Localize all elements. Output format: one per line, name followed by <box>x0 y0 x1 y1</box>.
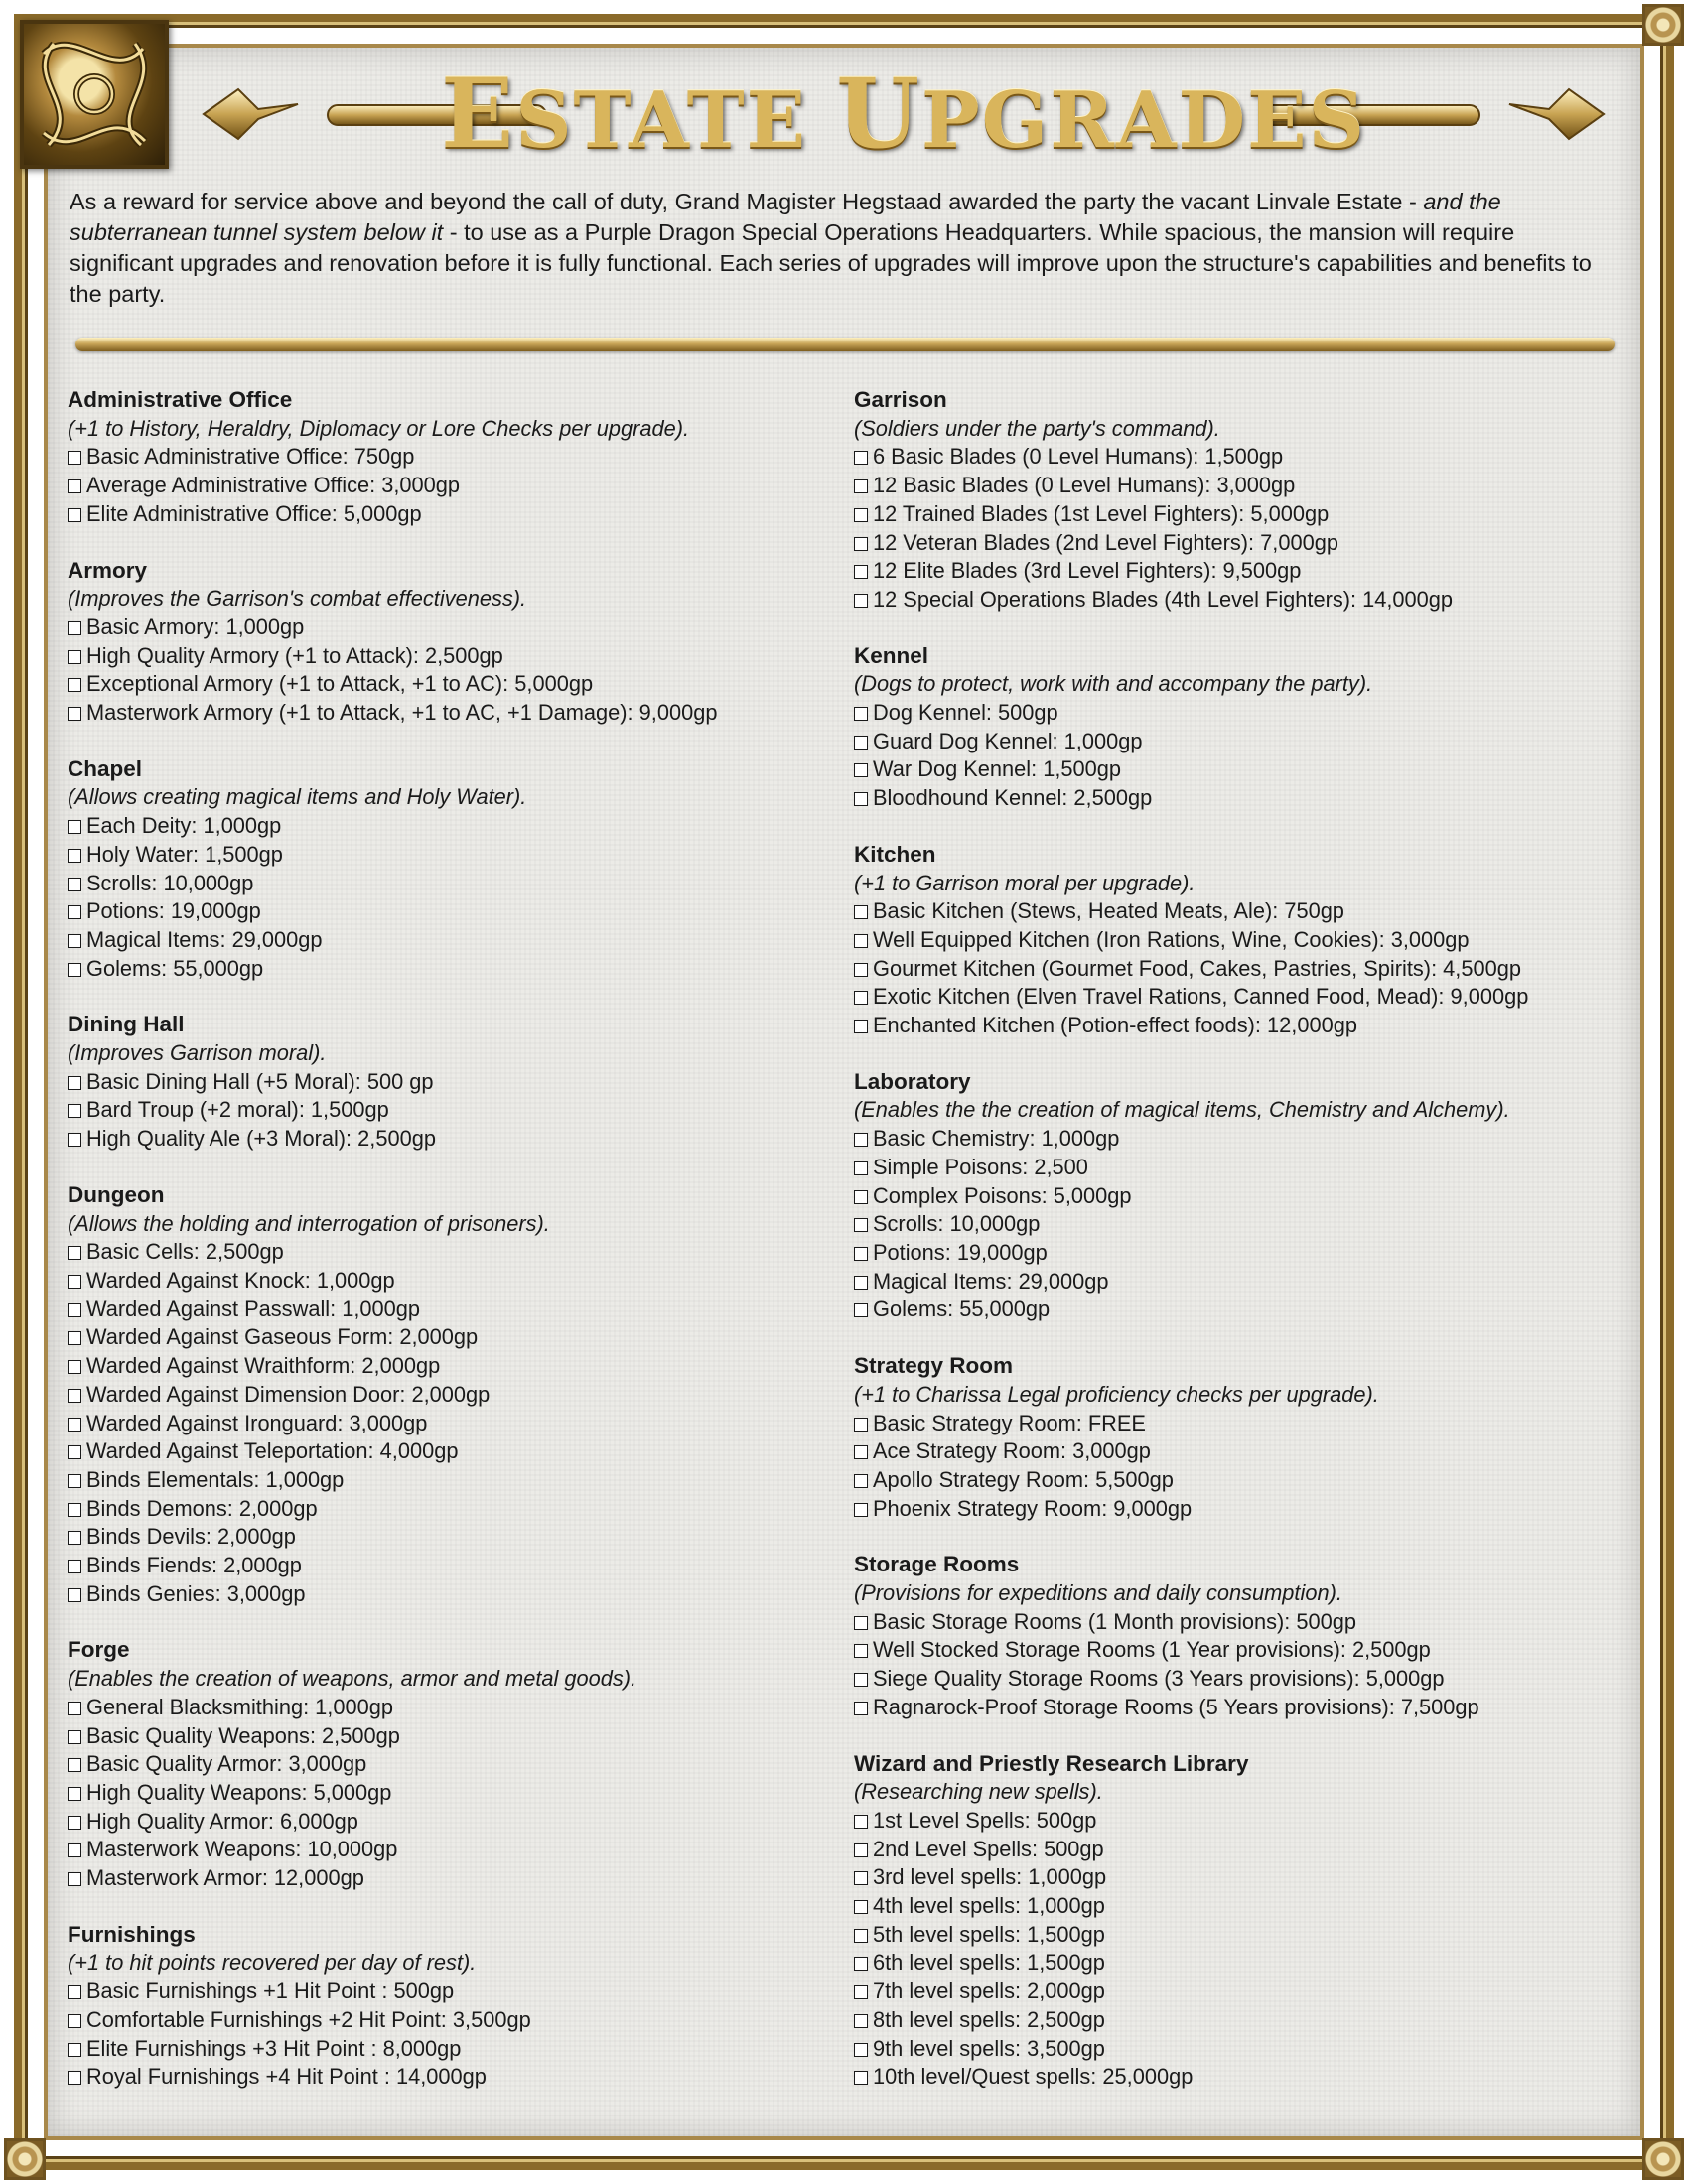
checkbox-icon[interactable] <box>854 508 868 522</box>
upgrade-item <box>68 1267 842 1296</box>
upgrade-label: Warded Against Passwall: 1,000gp <box>86 1296 421 1321</box>
upgrade-label: Holy Water: 1,500gp <box>86 841 283 867</box>
upgrade-label: 12 Trained Blades (1st Level Fighters): 5,000gp <box>873 500 1330 526</box>
upgrade-item <box>854 472 1628 500</box>
checkbox-icon[interactable] <box>854 1303 868 1317</box>
upgrade-label: Basic Furnishings +1 Hit Point : 500gp <box>86 1979 455 2004</box>
section-description: (Improves the Garrison's combat effectiveness). <box>68 586 527 612</box>
upgrade-label: Masterwork Weapons: 10,000gp <box>86 1837 398 1862</box>
checkbox-icon[interactable] <box>68 707 81 721</box>
checkbox-icon[interactable] <box>854 2043 868 2057</box>
checkbox-icon[interactable] <box>854 1644 868 1658</box>
checkbox-icon[interactable] <box>854 1445 868 1459</box>
upgrade-item <box>854 1182 1628 1211</box>
upgrade-label: Siege Quality Storage Rooms (3 Years provisions): 5,000gp <box>873 1666 1445 1692</box>
section-description: (Improves Garrison moral). <box>68 1040 327 1066</box>
upgrade-item <box>68 1722 842 1751</box>
upgrade-item <box>68 699 842 728</box>
upgrade-item <box>854 1012 1628 1040</box>
section-kennel <box>854 642 1628 813</box>
upgrade-item <box>854 1636 1628 1665</box>
checkbox-icon[interactable] <box>854 905 868 919</box>
upgrade-label: 1st Level Spells: 500gp <box>873 1807 1097 1833</box>
upgrade-item <box>854 500 1628 529</box>
section-description: (+1 to hit points recovered per day of rest). <box>68 1950 477 1976</box>
upgrade-item <box>854 1210 1628 1239</box>
page-title: ESTATE UPGRADES <box>441 58 1366 170</box>
section-title: Kitchen <box>854 841 936 867</box>
upgrade-label: Ragnarock-Proof Storage Rooms (5 Years provisions): 7,500gp <box>873 1694 1479 1719</box>
upgrade-label: Exotic Kitchen (Elven Travel Rations, Canned Food, Mead): 9,000gp <box>873 984 1529 1010</box>
section-laboratory <box>854 1068 1628 1324</box>
checkbox-icon[interactable] <box>68 1275 81 1289</box>
upgrade-label: 12 Basic Blades (0 Level Humans): 3,000gp <box>873 473 1296 498</box>
upgrade-label: Simple Poisons: 2,500 <box>873 1154 1088 1179</box>
upgrade-label: 10th level/Quest spells: 25,000gp <box>873 2064 1194 2090</box>
upgrade-item <box>68 1096 842 1125</box>
upgrade-label: Basic Strategy Room: FREE <box>873 1410 1146 1435</box>
checkbox-icon[interactable] <box>854 1985 868 1999</box>
intro-paragraph <box>70 187 1618 310</box>
section-description: (Provisions for expeditions and daily consumption). <box>854 1580 1342 1606</box>
section-title: Forge <box>68 1637 130 1663</box>
upgrade-label: Well Stocked Storage Rooms (1 Year provisions): 2,500gp <box>873 1637 1431 1663</box>
upgrade-item <box>854 1863 1628 1892</box>
checkbox-icon[interactable] <box>854 1247 868 1261</box>
section-title: Chapel <box>68 755 143 781</box>
upgrade-item <box>854 1694 1628 1722</box>
left-column <box>68 386 842 2119</box>
upgrade-item <box>68 812 842 841</box>
upgrade-item <box>854 1268 1628 1297</box>
section-forge <box>68 1636 842 1892</box>
section-title: Storage Rooms <box>854 1552 1020 1577</box>
checkbox-icon[interactable] <box>68 1872 81 1886</box>
upgrade-label: Basic Armory: 1,000gp <box>86 614 305 639</box>
upgrade-item <box>68 1296 842 1324</box>
upgrade-label: Basic Quality Weapons: 2,500gp <box>86 1722 400 1748</box>
checkbox-icon[interactable] <box>854 1815 868 1829</box>
checkbox-icon[interactable] <box>854 1843 868 1857</box>
upgrade-item <box>68 1410 842 1438</box>
upgrade-label: 2nd Level Spells: 500gp <box>873 1836 1104 1861</box>
upgrade-label: 4th level spells: 1,000gp <box>873 1893 1105 1919</box>
upgrade-item <box>854 1410 1628 1438</box>
upgrade-item <box>854 1495 1628 1524</box>
checkbox-icon[interactable] <box>854 479 868 493</box>
upgrade-label: 12 Special Operations Blades (4th Level Fighters): 14,000gp <box>873 586 1454 612</box>
upgrade-label: Basic Chemistry: 1,000gp <box>873 1126 1120 1152</box>
upgrade-label: Magical Items: 29,000gp <box>86 926 323 952</box>
upgrade-item <box>854 1437 1628 1466</box>
upgrade-item <box>68 841 842 870</box>
section-description: (+1 to History, Heraldry, Diplomacy or Lore Checks per upgrade). <box>68 415 690 441</box>
checkbox-icon[interactable] <box>68 1133 81 1147</box>
upgrade-item <box>854 1466 1628 1495</box>
checkbox-icon[interactable] <box>854 1957 868 1971</box>
upgrade-item <box>854 755 1628 784</box>
checkbox-icon[interactable] <box>68 1816 81 1830</box>
checkbox-icon[interactable] <box>854 565 868 579</box>
checkbox-icon[interactable] <box>68 451 81 465</box>
upgrade-label: Basic Cells: 2,500gp <box>86 1239 284 1265</box>
checkbox-icon[interactable] <box>854 1218 868 1232</box>
upgrade-item <box>854 1125 1628 1154</box>
checkbox-icon[interactable] <box>68 1389 81 1403</box>
checkbox-icon[interactable] <box>68 934 81 948</box>
checkbox-icon[interactable] <box>68 1503 81 1517</box>
intro-text: As a reward for service above and beyond the call of duty, Grand Magister Hegstaad awarded the party the vacant Linvale Estate - <box>70 189 1424 214</box>
upgrade-item <box>854 728 1628 756</box>
checkbox-icon[interactable] <box>68 1076 81 1090</box>
upgrade-label: Warded Against Knock: 1,000gp <box>86 1267 395 1293</box>
checkbox-icon[interactable] <box>68 678 81 692</box>
upgrade-label: High Quality Armory (+1 to Attack): 2,500gp <box>86 642 503 668</box>
upgrade-label: Elite Administrative Office: 5,000gp <box>86 500 422 526</box>
checkbox-icon[interactable] <box>68 1531 81 1545</box>
upgrade-label: Basic Storage Rooms (1 Month provisions): 500gp <box>873 1608 1357 1634</box>
checkbox-icon[interactable] <box>854 1702 868 1715</box>
checkbox-icon[interactable] <box>854 1190 868 1204</box>
checkbox-icon[interactable] <box>854 763 868 777</box>
upgrade-item <box>68 897 842 926</box>
upgrade-item <box>68 1750 842 1779</box>
upgrade-item <box>854 2035 1628 2064</box>
section-divider <box>75 338 1615 351</box>
upgrade-label: High Quality Armor: 6,000gp <box>86 1808 358 1834</box>
upgrade-item <box>68 1694 842 1722</box>
checkbox-icon[interactable] <box>854 736 868 750</box>
upgrade-label: Warded Against Dimension Door: 2,000gp <box>86 1381 491 1407</box>
checkbox-icon[interactable] <box>854 594 868 608</box>
upgrade-item <box>68 1779 842 1808</box>
upgrade-label: 6 Basic Blades (0 Level Humans): 1,500gp <box>873 444 1284 470</box>
upgrade-item <box>68 1836 842 1864</box>
section-description: (Enables the the creation of magical items, Chemistry and Alchemy). <box>854 1097 1510 1123</box>
section-description: (+1 to Garrison moral per upgrade). <box>854 870 1196 895</box>
upgrade-label: Warded Against Wraithform: 2,000gp <box>86 1353 441 1379</box>
upgrade-label: Each Deity: 1,000gp <box>86 813 282 839</box>
upgrade-item <box>854 897 1628 926</box>
checkbox-icon[interactable] <box>854 1616 868 1630</box>
upgrade-item <box>68 870 842 898</box>
upgrade-label: Magical Items: 29,000gp <box>873 1268 1109 1294</box>
corner-ornament-icon <box>1642 4 1684 46</box>
checkbox-icon[interactable] <box>854 1673 868 1687</box>
upgrade-label: Ace Strategy Room: 3,000gp <box>873 1438 1151 1464</box>
checkbox-icon[interactable] <box>68 1702 81 1715</box>
section-title: Wizard and Priestly Research Library <box>854 1750 1249 1776</box>
upgrade-label: Apollo Strategy Room: 5,500gp <box>873 1466 1174 1492</box>
section-wizard-and-priestly-research-library <box>854 1750 1628 2092</box>
intro-italic-text: and the subterranean tunnel system below it <box>70 189 1501 245</box>
checkbox-icon[interactable] <box>854 707 868 721</box>
upgrade-item <box>854 1892 1628 1921</box>
checkbox-icon[interactable] <box>854 1020 868 1033</box>
checkbox-icon[interactable] <box>68 1588 81 1602</box>
upgrade-item <box>68 2035 842 2064</box>
celtic-knot-emblem-icon <box>20 20 169 169</box>
upgrade-label: 7th level spells: 2,000gp <box>873 1979 1105 2004</box>
checkbox-icon[interactable] <box>68 1331 81 1345</box>
checkbox-icon[interactable] <box>68 1246 81 1260</box>
checkbox-icon[interactable] <box>854 1418 868 1432</box>
upgrade-item <box>68 443 842 472</box>
upgrade-item <box>68 1381 842 1410</box>
intro-text: - to use as a Purple Dragon Special Operations Headquarters. While spacious, the mansion will require significant upgrades and renovation before it is fully functional. Each series of upgrades will improve upon the structure's capabilities and benefits to the party. <box>70 219 1592 307</box>
section-garrison <box>854 386 1628 614</box>
checkbox-icon[interactable] <box>68 1418 81 1432</box>
upgrade-item <box>854 2063 1628 2092</box>
upgrade-label: Bard Troup (+2 moral): 1,500gp <box>86 1097 389 1123</box>
upgrade-label: Masterwork Armor: 12,000gp <box>86 1865 364 1891</box>
upgrade-item <box>68 500 842 529</box>
upgrade-label: Potions: 19,000gp <box>873 1239 1048 1265</box>
section-description: (Soldiers under the party's command). <box>854 415 1220 441</box>
corner-ornament-icon <box>1642 2138 1684 2180</box>
upgrade-item <box>68 670 842 699</box>
checkbox-icon[interactable] <box>854 2014 868 2028</box>
section-furnishings <box>68 1921 842 2092</box>
checkbox-icon[interactable] <box>68 2043 81 2057</box>
checkbox-icon[interactable] <box>854 991 868 1005</box>
upgrade-label: 5th level spells: 1,500gp <box>873 1921 1105 1947</box>
checkbox-icon[interactable] <box>68 963 81 977</box>
section-description: (Researching new spells). <box>854 1779 1103 1805</box>
section-title: Garrison <box>854 387 947 412</box>
upgrade-item <box>854 1978 1628 2006</box>
upgrade-item <box>854 443 1628 472</box>
upgrade-item <box>68 2006 842 2035</box>
checkbox-icon[interactable] <box>68 621 81 635</box>
section-dungeon <box>68 1181 842 1609</box>
upgrade-label: Binds Demons: 2,000gp <box>86 1495 318 1521</box>
upgrade-item <box>854 1921 1628 1950</box>
upgrade-item <box>68 1864 842 1893</box>
checkbox-icon[interactable] <box>854 792 868 806</box>
upgrade-item <box>68 1437 842 1466</box>
upgrade-item <box>854 1608 1628 1637</box>
upgrade-item <box>68 2063 842 2092</box>
checkbox-icon[interactable] <box>854 1503 868 1517</box>
section-title: Administrative Office <box>68 387 293 412</box>
upgrade-label: 3rd level spells: 1,000gp <box>873 1864 1107 1890</box>
upgrade-item <box>854 2006 1628 2035</box>
upgrade-label: Golems: 55,000gp <box>873 1297 1051 1322</box>
checkbox-icon[interactable] <box>68 849 81 863</box>
upgrade-label: Scrolls: 10,000gp <box>86 870 254 895</box>
upgrade-item <box>68 614 842 642</box>
upgrade-item <box>854 955 1628 984</box>
upgrade-item <box>854 1239 1628 1268</box>
checkbox-icon[interactable] <box>68 508 81 522</box>
upgrade-label: Gourmet Kitchen (Gourmet Food, Cakes, Pastries, Spirits): 4,500gp <box>873 955 1521 981</box>
upgrade-item <box>68 472 842 500</box>
checkbox-icon[interactable] <box>68 1758 81 1772</box>
upgrade-label: Complex Poisons: 5,000gp <box>873 1182 1132 1208</box>
corner-ornament-icon <box>4 2138 46 2180</box>
upgrade-label: Binds Devils: 2,000gp <box>86 1524 296 1550</box>
upgrade-item <box>68 1580 842 1609</box>
upgrade-item <box>68 1068 842 1097</box>
checkbox-icon[interactable] <box>854 2071 868 2085</box>
section-description: (Enables the creation of weapons, armor and metal goods). <box>68 1666 637 1692</box>
upgrade-item <box>854 1154 1628 1182</box>
checkbox-icon[interactable] <box>854 537 868 551</box>
checkbox-icon[interactable] <box>68 1985 81 1999</box>
checkbox-icon[interactable] <box>854 1133 868 1147</box>
upgrade-item <box>68 1808 842 1837</box>
upgrade-label: Basic Quality Armor: 3,000gp <box>86 1751 367 1777</box>
title-banner <box>199 60 1609 169</box>
checkbox-icon[interactable] <box>854 1900 868 1914</box>
checkbox-icon[interactable] <box>68 1474 81 1488</box>
upgrade-item <box>68 926 842 955</box>
checkbox-icon[interactable] <box>68 2071 81 2085</box>
upgrade-item <box>854 1949 1628 1978</box>
checkbox-icon[interactable] <box>854 1474 868 1488</box>
upgrade-label: 9th level spells: 3,500gp <box>873 2035 1105 2061</box>
upgrade-label: Scrolls: 10,000gp <box>873 1211 1041 1237</box>
checkbox-icon[interactable] <box>854 963 868 977</box>
checkbox-icon[interactable] <box>68 1560 81 1573</box>
upgrade-item <box>854 1665 1628 1694</box>
checkbox-icon[interactable] <box>854 1161 868 1175</box>
section-strategy-room <box>854 1352 1628 1523</box>
upgrade-label: Well Equipped Kitchen (Iron Rations, Wine, Cookies): 3,000gp <box>873 926 1470 952</box>
section-title: Kennel <box>854 642 929 668</box>
upgrade-label: Comfortable Furnishings +2 Hit Point: 3,500gp <box>86 2006 531 2032</box>
checkbox-icon[interactable] <box>854 1276 868 1290</box>
knot-art-icon <box>24 24 165 165</box>
upgrade-item <box>854 1836 1628 1864</box>
checkbox-icon[interactable] <box>68 650 81 664</box>
upgrade-label: General Blacksmithing: 1,000gp <box>86 1694 393 1719</box>
checkbox-icon[interactable] <box>68 2014 81 2028</box>
section-chapel <box>68 755 842 984</box>
upgrade-label: High Quality Weapons: 5,000gp <box>86 1779 392 1805</box>
section-description: (Dogs to protect, work with and accompany the party). <box>854 671 1373 697</box>
section-armory <box>68 557 842 728</box>
section-administrative-office <box>68 386 842 529</box>
upgrade-label: War Dog Kennel: 1,500gp <box>873 756 1122 782</box>
section-description: (+1 to Charissa Legal proficiency checks per upgrade). <box>854 1381 1379 1407</box>
upgrade-label: Binds Fiends: 2,000gp <box>86 1553 302 1578</box>
section-dining-hall <box>68 1011 842 1154</box>
checkbox-icon[interactable] <box>854 451 868 465</box>
checkbox-icon[interactable] <box>68 878 81 891</box>
upgrade-label: 12 Veteran Blades (2nd Level Fighters): 7,000gp <box>873 529 1338 555</box>
section-kitchen <box>854 841 1628 1040</box>
upgrade-item <box>854 784 1628 813</box>
upgrade-label: Basic Administrative Office: 750gp <box>86 444 415 470</box>
upgrade-label: Exceptional Armory (+1 to Attack, +1 to AC): 5,000gp <box>86 671 594 697</box>
upgrade-label: 6th level spells: 1,500gp <box>873 1950 1105 1976</box>
checkbox-icon[interactable] <box>68 1445 81 1459</box>
section-title: Armory <box>68 557 148 583</box>
section-title: Strategy Room <box>854 1353 1014 1379</box>
upgrade-label: Dog Kennel: 500gp <box>873 700 1058 726</box>
section-description: (Allows creating magical items and Holy Water). <box>68 784 527 810</box>
upgrade-label: High Quality Ale (+3 Moral): 2,500gp <box>86 1126 436 1152</box>
upgrade-item <box>68 1323 842 1352</box>
upgrade-item <box>854 983 1628 1012</box>
section-title: Dungeon <box>68 1181 165 1207</box>
checkbox-icon[interactable] <box>854 1929 868 1943</box>
upgrade-label: Royal Furnishings +4 Hit Point : 14,000gp <box>86 2064 487 2090</box>
checkbox-icon[interactable] <box>68 820 81 834</box>
upgrade-label: Golems: 55,000gp <box>86 955 264 981</box>
checkbox-icon[interactable] <box>68 1730 81 1744</box>
checkbox-icon[interactable] <box>854 934 868 948</box>
upgrade-item <box>854 557 1628 586</box>
upgrade-item <box>854 586 1628 614</box>
upgrade-label: Masterwork Armory (+1 to Attack, +1 to AC, +1 Damage): 9,000gp <box>86 700 718 726</box>
upgrade-label: Guard Dog Kennel: 1,000gp <box>873 728 1143 753</box>
upgrade-label: Warded Against Teleportation: 4,000gp <box>86 1438 459 1464</box>
checkbox-icon[interactable] <box>854 1871 868 1885</box>
checkbox-icon[interactable] <box>68 479 81 493</box>
upgrade-item <box>68 1552 842 1580</box>
upgrade-label: Bloodhound Kennel: 2,500gp <box>873 785 1153 811</box>
upgrade-item <box>854 699 1628 728</box>
checkbox-icon[interactable] <box>68 1104 81 1118</box>
upgrade-label: Binds Elementals: 1,000gp <box>86 1466 345 1492</box>
section-description: (Allows the holding and interrogation of prisoners). <box>68 1210 550 1236</box>
upgrade-label: Warded Against Ironguard: 3,000gp <box>86 1410 428 1435</box>
upgrade-label: Basic Dining Hall (+5 Moral): 500 gp <box>86 1068 434 1094</box>
upgrade-label: Elite Furnishings +3 Hit Point : 8,000gp <box>86 2035 462 2061</box>
upgrade-item <box>854 1296 1628 1324</box>
upgrade-item <box>68 1352 842 1381</box>
upgrade-item <box>854 926 1628 955</box>
upgrade-label: Basic Kitchen (Stews, Heated Meats, Ale): 750gp <box>873 898 1344 924</box>
upgrade-item <box>68 1125 842 1154</box>
upgrade-label: Average Administrative Office: 3,000gp <box>86 473 461 498</box>
checkbox-icon[interactable] <box>68 905 81 919</box>
section-title: Laboratory <box>854 1068 971 1094</box>
upgrade-label: Warded Against Gaseous Form: 2,000gp <box>86 1324 479 1350</box>
upgrade-label: Potions: 19,000gp <box>86 898 261 924</box>
section-title: Dining Hall <box>68 1012 185 1037</box>
upgrade-item <box>68 1466 842 1495</box>
upgrade-item <box>68 1523 842 1552</box>
upgrade-label: 8th level spells: 2,500gp <box>873 2006 1105 2032</box>
checkbox-icon[interactable] <box>68 1843 81 1857</box>
upgrade-label: Enchanted Kitchen (Potion-effect foods): 12,000gp <box>873 1013 1357 1038</box>
upgrade-item <box>68 642 842 671</box>
upgrade-item <box>68 1238 842 1267</box>
right-column <box>854 386 1628 2119</box>
upgrade-item <box>68 1495 842 1524</box>
upgrade-item <box>854 1807 1628 1836</box>
section-storage-rooms <box>854 1551 1628 1721</box>
upgrade-item <box>68 1978 842 2006</box>
upgrade-label: Phoenix Strategy Room: 9,000gp <box>873 1495 1193 1521</box>
upgrade-item <box>854 529 1628 558</box>
upgrade-item <box>68 955 842 984</box>
checkbox-icon[interactable] <box>68 1303 81 1317</box>
checkbox-icon[interactable] <box>68 1787 81 1801</box>
checkbox-icon[interactable] <box>68 1360 81 1374</box>
upgrade-label: Binds Genies: 3,000gp <box>86 1580 306 1606</box>
section-title: Furnishings <box>68 1921 196 1947</box>
upgrade-label: 12 Elite Blades (3rd Level Fighters): 9,500gp <box>873 558 1302 584</box>
